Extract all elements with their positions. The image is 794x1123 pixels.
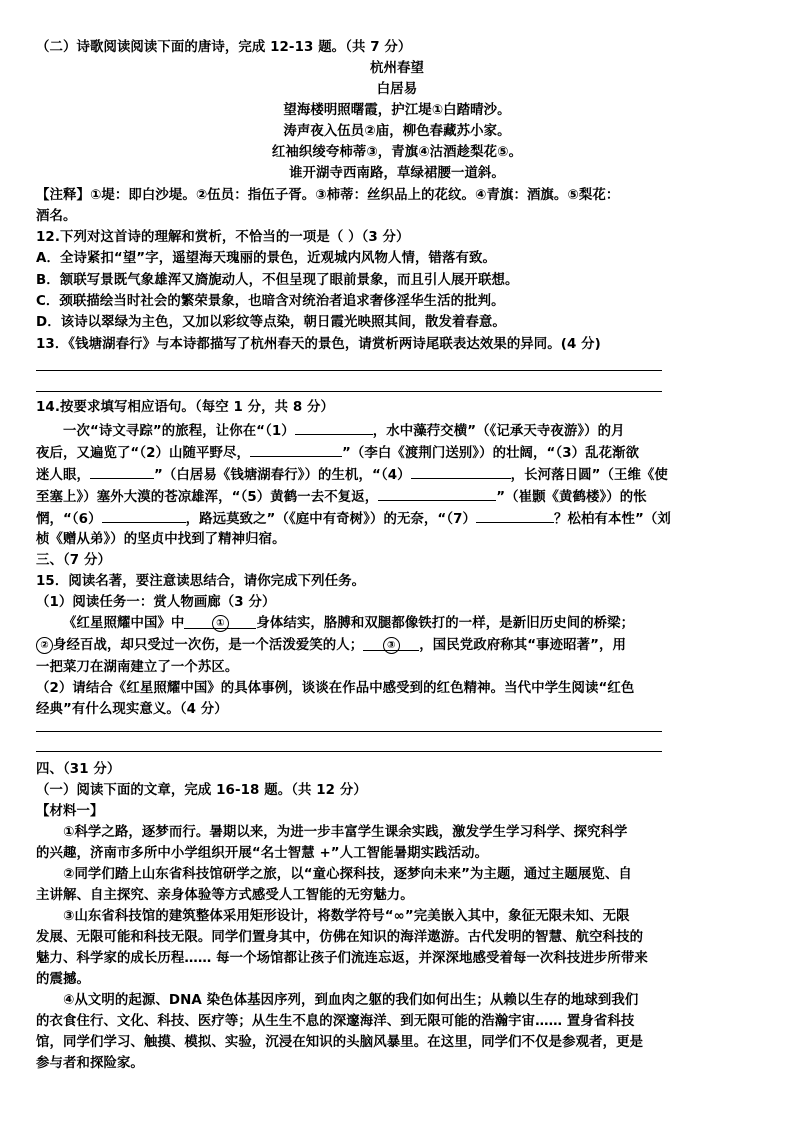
paragraph-2-cont: 主讲解、自主探究、亲身体验等方式感受人工智能的无穷魅力。	[36, 888, 414, 903]
q15-text: 身经百战，却只受过一次伤，是一个活泼爱笑的人；	[53, 638, 364, 653]
q14-text: ，路远莫致之”（《庭中有奇树》）的无奈，“（7）	[185, 512, 477, 527]
q15-task-1: （1）阅读任务一：赏人物画廊（3 分）	[36, 595, 276, 610]
q12-stem: 12.下列对这首诗的理解和赏析，不恰当的一项是（ ）（3 分）	[36, 230, 410, 245]
fill-blank-7[interactable]	[476, 508, 554, 523]
fill-blank-3[interactable]	[90, 464, 154, 479]
poem-notes: 【注释】①堤：即白沙堤。②伍员：指伍子胥。③柿蒂：丝织品上的花纹。④青旗：酒旗。⑤梨花：	[36, 188, 620, 203]
q15-line-2	[36, 636, 762, 656]
q12-option-b: B．颔联写景既气象雄浑又旖旎动人，不但呈现了眼前景象，而且引人展开联想。	[36, 273, 519, 288]
q14-text: 迷人眼，	[36, 468, 90, 483]
fill-blank-2[interactable]	[250, 442, 342, 457]
paragraph-3: ③山东省科技馆的建筑整体采用矩形设计，将数学符号“∞”完美嵌入其中，象征无限未知、无限	[63, 909, 630, 924]
q14-text: ”（崔颢《黄鹤楼》）的怅	[496, 490, 647, 505]
poem-line-4: 谁开湖寺西南路，草绿裙腰一道斜。	[289, 166, 505, 181]
q12-option-d: D．该诗以翠绿为主色，又加以彩纹等点染，朝日霞光映照其间，散发着春意。	[36, 315, 506, 330]
paragraph-4-cont: 参与者和探险家。	[36, 1056, 144, 1071]
q14-text: ”（白居易《钱塘湖春行》）的生机，“（4）	[153, 468, 411, 483]
answer-line[interactable]	[36, 391, 662, 392]
poem-line-3: 红袖织绫夸柿蒂③，青旗④沽酒趁梨花⑤。	[271, 145, 523, 160]
poem-line-1: 望海楼明照曙霞，护江堤①白踏晴沙。	[283, 103, 511, 118]
material-label: 【材料一】	[36, 804, 104, 819]
answer-line[interactable]	[36, 751, 662, 752]
q14-text: ，水中藻荇交横”（《记承天寺夜游》）的月	[372, 424, 625, 439]
section-4-sub: （一）阅读下面的文章，完成 16-18 题。（共 12 分）	[36, 783, 367, 798]
q15-line-1	[36, 614, 762, 634]
answer-line[interactable]	[36, 370, 662, 371]
paragraph-4: ④从文明的起源、DNA 染色体基因序列，到血肉之躯的我们如何出生；从赖以生存的地球到我们	[63, 993, 639, 1008]
paragraph-1-cont: 的兴趣，济南市多所中小学组织开展“名士智慧 +”人工智能暑期实践活动。	[36, 846, 489, 861]
q15-task-2-cont: 经典”有什么现实意义。（4 分）	[36, 702, 228, 717]
q14-line-2	[36, 442, 762, 464]
section-3-header: 三、（7 分）	[36, 553, 111, 568]
fill-blank-1[interactable]	[295, 420, 373, 435]
q14-text: 惘，“（6）	[36, 512, 102, 527]
q14-text: ？松柏有本性”（刘	[554, 512, 671, 527]
circled-number: ①	[212, 615, 229, 632]
q15-stem: 15．阅读名著，要注意读思结合，请你完成下列任务。	[36, 574, 366, 589]
circled-number: ②	[36, 637, 53, 654]
paragraph-4-cont: 的衣食住行、文化、科技、医疗等；从生生不息的深邃海洋、到无限可能的浩瀚宇宙…… 置身省科技	[36, 1014, 635, 1029]
q15-line-3: 一把菜刀在湖南建立了一个苏区。	[36, 660, 239, 675]
q14-text: ”（李白《渡荆门送别》）的壮阔，“（3）乱花渐欲	[341, 446, 640, 461]
circled-number: ③	[383, 637, 400, 654]
q12-option-a: A．全诗紧扣“望”字，遥望海天瑰丽的景色，近观城内风物人情，错落有致。	[36, 251, 496, 266]
paragraph-4-cont: 馆，同学们学习、触摸、模拟、实验，沉浸在知识的头脑风暴里。在这里，同学们不仅是参观者，更是	[36, 1035, 644, 1050]
fill-blank-6[interactable]	[102, 508, 186, 523]
poem-author: 白居易	[376, 82, 418, 97]
q14-text: ，长河落日圆”（王维《使	[510, 468, 668, 483]
q14-line-1	[36, 420, 762, 442]
q14-line-3	[36, 464, 762, 486]
fill-blank-5[interactable]	[378, 486, 496, 501]
paragraph-3-cont: 魅力、科学家的成长历程…… 每一个场馆都让孩子们流连忘返，并深深地感受着每一次科技进步所带来	[36, 951, 648, 966]
fill-blank-c1[interactable]	[184, 614, 256, 629]
q14-text: 夜后，又遍览了“（2）山随平野尽，	[36, 446, 250, 461]
poem-line-2: 涛声夜入伍员②庙，柳色春藏苏小家。	[283, 124, 511, 139]
section-4-header: 四、（31 分）	[36, 762, 121, 777]
q12-option-c: C．颈联描绘当时社会的繁荣景象，也暗含对统治者追求奢侈淫华生活的批判。	[36, 294, 505, 309]
q15-task-2: （2）请结合《红星照耀中国》的具体事例，谈谈在作品中感受到的红色精神。当代中学生阅读“红色	[36, 681, 635, 696]
q14-text: 一次“诗文寻踪”的旅程，让你在“（1）	[63, 424, 295, 439]
paragraph-1: ①科学之路，逐梦而行。暑期以来，为进一步丰富学生课余实践，激发学生学习科学、探究科学	[63, 825, 628, 840]
paragraph-3-cont: 发展、无限可能和科技无限。同学们置身其中，仿佛在知识的海洋遨游。古代发明的智慧、航空科技的	[36, 930, 644, 945]
poem-title: 杭州春望	[370, 61, 424, 76]
paragraph-3-cont: 的震撼。	[36, 972, 90, 987]
q14-line-4	[36, 486, 762, 508]
fill-blank-c3[interactable]	[363, 636, 419, 651]
q14-text: 至塞上》）塞外大漠的苍凉雄浑，“（5）黄鹤一去不复返，	[36, 490, 379, 505]
q15-text: ，国民党政府称其“事迹昭著”，用	[419, 638, 626, 653]
q13-stem: 13．《钱塘湖春行》与本诗都描写了杭州春天的景色，请赏析两诗尾联表达效果的异同。(4 分)	[36, 337, 601, 352]
q14-line-5	[36, 508, 762, 530]
q14-stem: 14.按要求填写相应语句。（每空 1 分，共 8 分）	[36, 400, 335, 415]
fill-blank-4[interactable]	[411, 464, 511, 479]
q15-text: 《红星照耀中国》中	[63, 616, 185, 631]
q14-line-6: 桢《赠从弟》）的坚贞中找到了精神归宿。	[36, 532, 286, 547]
paragraph-2: ②同学们踏上山东省科技馆研学之旅，以“童心探科技，逐梦向未来”为主题，通过主题展览、自	[63, 867, 632, 882]
poem-notes-cont: 酒名。	[36, 209, 77, 224]
q15-text: 身体结实，胳膊和双腿都像铁打的一样，是新旧历史间的桥梁；	[256, 616, 635, 631]
answer-line[interactable]	[36, 731, 662, 732]
poem-section-header: （二）诗歌阅读阅读下面的唐诗，完成 12-13 题。（共 7 分）	[36, 40, 412, 55]
